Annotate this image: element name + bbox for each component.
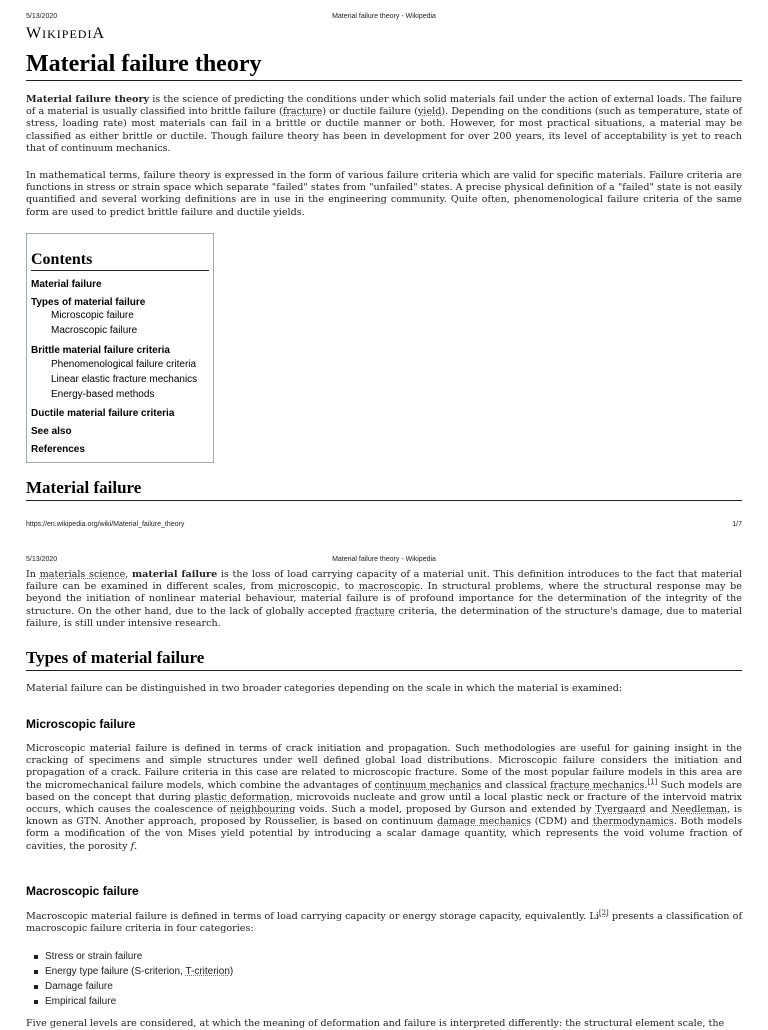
print-date: 5/13/2020 <box>26 13 58 20</box>
footer-url: https://en.wikipedia.org/wiki/Material_failure_theory <box>26 521 185 528</box>
toc-item-energy-based-methods[interactable]: Energy-based methods <box>51 389 155 400</box>
subsection-heading-microscopic-failure: Microscopic failure <box>26 717 136 731</box>
bold-term-material-failure: material failure <box>132 569 218 580</box>
link-neighbouring[interactable]: neighbouring <box>230 804 296 816</box>
toc-item-types-of-material-failure[interactable]: Types of material failure <box>31 297 146 308</box>
microscopic-failure-paragraph: Microscopic material failure is defined in terms of crack initiation and propagation. Such methodologies are useful for gaining insight in the cracking of specimens and simple structures under well defined global load distributions. Microscopic failure considers the initiation and propagation of a crack. Failure criteria in this case are related to microscopic fracture. Some of the most popular failure models in this area are the micromechanical failure models, which combine the advantages of continuum mechanics and classical fracture mechanics.[1] Such models are based on the concept that during plastic deformation, microvoids nucleate and grow until a local plastic neck or fracture of the intervoid matrix occurs, which causes the coalescence of neighbouring voids. Such a model, proposed by Gurson and extended by Tvergaard and Needleman, is known as GTN. Another approach, proposed by Rousselier, is based on continuum damage mechanics (CDM) and thermodynamics. Both models form a modification of the von Mises yield potential by introducing a scalar damage quantity, which represents the void volume fraction of cavities, the porosity f. <box>26 743 743 852</box>
link-microscopic[interactable]: microscopic <box>278 581 337 593</box>
toc-item-microscopic-failure[interactable]: Microscopic failure <box>51 310 134 321</box>
cut-off-paragraph: Five general levels are considered, at which the meaning of deformation and failure is interpreted differently: the structural element scale, the <box>26 1018 725 1029</box>
intro-paragraph-1: Material failure theory is the science of predicting the conditions under which solid materials fail under the action of external loads. The failure of a material is usually classified into brittle failure (fracture) or ductile failure (yield). Depending on the conditions (such as temperature, state of stress, loading rate) most materials can fail in a brittle or ductile manner or both. However, for most practical situations, a material may be classified as either brittle or ductile. Though failure theory has been in development for over 200 years, its level of acceptability is yet to reach that of continuum mechanics. <box>26 94 742 154</box>
material-failure-paragraph: In materials science, material failure is the loss of load carrying capacity of a material unit. This definition introduces to the fact that material failure can be examined in different scales, from microscopic, to macroscopic. In structural problems, where the structural response may be beyond the initiation of nonlinear material behaviour, material failure is of profound importance for the determination of the integrity of the structure. On the other hand, due to the lack of globally accepted fracture criteria, the determination of the structure's damage, due to material failure, is still under intensive research. <box>26 569 742 629</box>
link-plastic-deformation[interactable]: plastic deformation <box>194 791 290 803</box>
print-title: Material failure theory - Wikipedia <box>332 13 436 20</box>
toc-item-brittle-criteria[interactable]: Brittle material failure criteria <box>31 345 170 356</box>
print-title: Material failure theory - Wikipedia <box>332 556 436 563</box>
print-date: 5/13/2020 <box>26 556 58 563</box>
types-paragraph: Material failure can be distinguished in two broader categories depending on the scale in which the material is examined: <box>26 683 623 694</box>
macroscopic-criteria-list <box>34 949 233 1009</box>
toc-item-material-failure[interactable]: Material failure <box>31 279 102 290</box>
toc-item-see-also[interactable]: See also <box>31 426 72 437</box>
wikipedia-logo[interactable] <box>26 25 105 43</box>
list-item: Energy type failure (S-criterion, T-criterion) <box>34 964 233 979</box>
toc-item-linear-elastic-fracture[interactable]: Linear elastic fracture mechanics <box>51 374 198 385</box>
link-fracture-mechanics[interactable]: fracture mechanics <box>550 779 645 791</box>
citation-1[interactable]: [1] <box>647 777 658 786</box>
macroscopic-failure-paragraph: Macroscopic material failure is defined in terms of load carrying capacity or energy storage capacity, equivalently. Li[2] presents a classification of macroscopic failure criteria in four categories: <box>26 908 743 935</box>
link-materials-science[interactable]: materials science <box>39 569 126 580</box>
link-damage-mechanics[interactable]: damage mechanics <box>437 816 532 828</box>
toc-title: Contents <box>31 251 209 271</box>
link-fracture[interactable]: fracture <box>355 605 395 617</box>
wikipedia-logo-text: WIKIPEDIA <box>26 25 105 42</box>
link-yield[interactable]: yield <box>418 106 442 118</box>
footer-page-number: 1/7 <box>732 521 742 528</box>
section-heading-types-of-material-failure: Types of material failure <box>26 648 742 671</box>
porosity-symbol: f <box>130 840 135 852</box>
link-tvergaard[interactable]: Tvergaard <box>595 804 646 816</box>
subsection-heading-macroscopic-failure: Macroscopic failure <box>26 884 139 898</box>
list-item: Stress or strain failure <box>34 949 233 964</box>
link-macroscopic[interactable]: macroscopic <box>358 581 420 593</box>
link-continuum-mechanics[interactable]: continuum mechanics <box>374 779 482 791</box>
link-needleman[interactable]: Needleman <box>671 804 728 816</box>
intro-paragraph-2: In mathematical terms, failure theory is expressed in the form of various failure criteria which are valid for specific materials. Failure criteria are functions in stress or strain space which separate "failed" states from "unfailed" states. A precise physical definition of a "failed" state is not easily quantified and several working definitions are in use in the engineering community. Quite often, phenomenological failure criteria of the same form are used to predict brittle failure and ductile yields. <box>26 170 742 218</box>
link-thermodynamics[interactable]: thermodynamics <box>592 816 674 828</box>
toc-item-ductile-criteria[interactable]: Ductile material failure criteria <box>31 408 175 419</box>
section-heading-material-failure: Material failure <box>26 478 742 501</box>
list-item: Damage failure <box>34 979 233 994</box>
link-t-criterion[interactable]: T-criterion <box>185 966 230 977</box>
page-title: Material failure theory <box>26 51 742 81</box>
toc-item-phenomenological-criteria[interactable]: Phenomenological failure criteria <box>51 359 197 370</box>
intro-bold-term: Material failure theory <box>26 94 150 105</box>
citation-2[interactable]: [2] <box>598 908 609 917</box>
toc-item-macroscopic-failure[interactable]: Macroscopic failure <box>51 325 138 336</box>
list-item: Empirical failure <box>34 994 233 1009</box>
link-fracture[interactable]: fracture <box>282 106 323 118</box>
toc-item-references[interactable]: References <box>31 444 85 455</box>
table-of-contents <box>26 233 214 463</box>
